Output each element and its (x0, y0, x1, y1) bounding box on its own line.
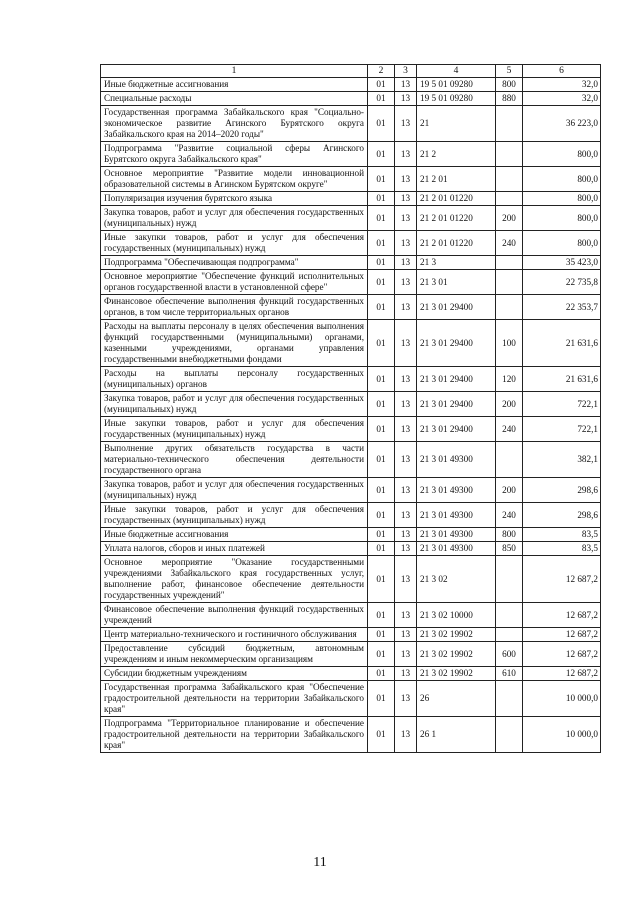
amount-cell: 800,0 (523, 167, 601, 192)
subsection-code-cell: 13 (395, 628, 417, 642)
section-code-cell: 01 (368, 442, 395, 478)
target-article-cell: 21 2 01 01220 (417, 206, 496, 231)
row-name-cell: Расходы на выплаты персоналу в целях обеспечения выполнения функций государственными (муниципальными) органами, казенными учреждениями, органами управления государственными внебюджетными фондами (101, 320, 368, 367)
row-name-cell: Основное мероприятие "Оказание государственными учреждениями Забайкальского края государственных услуг, выполнение работ, финансовое обеспечение деятельности государственных учреждений" (101, 556, 368, 603)
section-code-cell: 01 (368, 542, 395, 556)
target-article-cell: 21 (417, 106, 496, 142)
row-name-cell: Субсидии бюджетным учреждениям (101, 667, 368, 681)
budget-table-page (100, 64, 600, 753)
column-header: 1 (101, 65, 368, 78)
row-name-cell: Иные закупки товаров, работ и услуг для обеспечения государственных (муниципальных) нужд (101, 503, 368, 528)
subsection-code-cell: 13 (395, 142, 417, 167)
expense-type-cell (496, 717, 523, 753)
row-name-cell: Закупка товаров, работ и услуг для обеспечения государственных (муниципальных) нужд (101, 392, 368, 417)
subsection-code-cell: 13 (395, 320, 417, 367)
section-code-cell: 01 (368, 603, 395, 628)
amount-cell: 800,0 (523, 206, 601, 231)
row-name-cell: Иные закупки товаров, работ и услуг для обеспечения государственных (муниципальных) нужд (101, 417, 368, 442)
subsection-code-cell: 13 (395, 256, 417, 270)
subsection-code-cell: 13 (395, 478, 417, 503)
expense-type-cell (496, 106, 523, 142)
table-row (101, 717, 601, 753)
section-code-cell: 01 (368, 142, 395, 167)
section-code-cell: 01 (368, 206, 395, 231)
table-row (101, 167, 601, 192)
section-code-cell: 01 (368, 478, 395, 503)
table-row (101, 628, 601, 642)
column-header: 5 (496, 65, 523, 78)
row-name-cell: Подпрограмма "Развитие социальной сферы Агинского Бурятского округа Забайкальского края" (101, 142, 368, 167)
expense-type-cell: 800 (496, 528, 523, 542)
amount-cell: 22 735,8 (523, 270, 601, 295)
amount-cell: 12 687,2 (523, 628, 601, 642)
amount-cell: 36 223,0 (523, 106, 601, 142)
target-article-cell: 21 2 01 (417, 167, 496, 192)
target-article-cell: 21 3 01 (417, 270, 496, 295)
subsection-code-cell: 13 (395, 642, 417, 667)
amount-cell: 722,1 (523, 417, 601, 442)
table-row (101, 681, 601, 717)
target-article-cell: 21 2 (417, 142, 496, 167)
table-row (101, 542, 601, 556)
amount-cell: 12 687,2 (523, 556, 601, 603)
table-row (101, 642, 601, 667)
table-row (101, 206, 601, 231)
table-row (101, 603, 601, 628)
expense-type-cell (496, 167, 523, 192)
target-article-cell: 21 3 01 29400 (417, 295, 496, 320)
amount-cell: 35 423,0 (523, 256, 601, 270)
expense-type-cell: 610 (496, 667, 523, 681)
section-code-cell: 01 (368, 295, 395, 320)
subsection-code-cell: 13 (395, 667, 417, 681)
row-name-cell: Иные бюджетные ассигнования (101, 78, 368, 92)
section-code-cell: 01 (368, 256, 395, 270)
row-name-cell: Уплата налогов, сборов и иных платежей (101, 542, 368, 556)
amount-cell: 32,0 (523, 92, 601, 106)
target-article-cell: 21 3 01 29400 (417, 392, 496, 417)
expense-type-cell (496, 142, 523, 167)
section-code-cell: 01 (368, 717, 395, 753)
section-code-cell: 01 (368, 503, 395, 528)
row-name-cell: Иные бюджетные ассигнования (101, 528, 368, 542)
amount-cell: 382,1 (523, 442, 601, 478)
subsection-code-cell: 13 (395, 270, 417, 295)
table-row (101, 106, 601, 142)
subsection-code-cell: 13 (395, 367, 417, 392)
expense-type-cell (496, 603, 523, 628)
target-article-cell: 21 3 01 29400 (417, 367, 496, 392)
row-name-cell: Подпрограмма "Территориальное планирование и обеспечение градостроительной деятельности на территории Забайкальского края" (101, 717, 368, 753)
target-article-cell: 21 3 01 49300 (417, 503, 496, 528)
section-code-cell: 01 (368, 642, 395, 667)
subsection-code-cell: 13 (395, 717, 417, 753)
expense-type-cell: 240 (496, 231, 523, 256)
amount-cell: 800,0 (523, 142, 601, 167)
expense-type-cell (496, 270, 523, 295)
row-name-cell: Расходы на выплаты персоналу государственных (муниципальных) органов (101, 367, 368, 392)
amount-cell: 83,5 (523, 528, 601, 542)
table-row (101, 392, 601, 417)
amount-cell: 12 687,2 (523, 642, 601, 667)
section-code-cell: 01 (368, 192, 395, 206)
amount-cell: 22 353,7 (523, 295, 601, 320)
expense-type-cell: 200 (496, 206, 523, 231)
section-code-cell: 01 (368, 528, 395, 542)
amount-cell: 800,0 (523, 231, 601, 256)
subsection-code-cell: 13 (395, 603, 417, 628)
section-code-cell: 01 (368, 392, 395, 417)
section-code-cell: 01 (368, 78, 395, 92)
table-row (101, 256, 601, 270)
row-name-cell: Государственная программа Забайкальского края "Обеспечение градостроительной деятельности на территории Забайкальского края" (101, 681, 368, 717)
target-article-cell: 21 3 02 19902 (417, 667, 496, 681)
subsection-code-cell: 13 (395, 167, 417, 192)
target-article-cell: 21 3 (417, 256, 496, 270)
row-name-cell: Популяризация изучения бурятского языка (101, 192, 368, 206)
subsection-code-cell: 13 (395, 231, 417, 256)
expense-type-cell (496, 628, 523, 642)
amount-cell: 10 000,0 (523, 717, 601, 753)
expense-type-cell (496, 556, 523, 603)
row-name-cell: Специальные расходы (101, 92, 368, 106)
page-number: 11 (313, 855, 327, 870)
target-article-cell: 21 3 02 19902 (417, 628, 496, 642)
target-article-cell: 21 3 01 49300 (417, 442, 496, 478)
target-article-cell: 19 5 01 09280 (417, 78, 496, 92)
table-row (101, 192, 601, 206)
table-row (101, 556, 601, 603)
table-row (101, 295, 601, 320)
column-header: 2 (368, 65, 395, 78)
subsection-code-cell: 13 (395, 556, 417, 603)
expense-type-cell (496, 192, 523, 206)
expense-type-cell: 240 (496, 417, 523, 442)
expense-type-cell (496, 295, 523, 320)
target-article-cell: 21 3 01 29400 (417, 417, 496, 442)
amount-cell: 12 687,2 (523, 603, 601, 628)
table-row (101, 270, 601, 295)
table-row (101, 320, 601, 367)
section-code-cell: 01 (368, 556, 395, 603)
row-name-cell: Основное мероприятие "Обеспечение функций исполнительных органов государственной власти в установленной сфере" (101, 270, 368, 295)
column-header: 6 (523, 65, 601, 78)
section-code-cell: 01 (368, 92, 395, 106)
section-code-cell: 01 (368, 167, 395, 192)
row-name-cell: Основное мероприятие "Развитие модели инновационной образовательной системы в Агинском Бурятском округе" (101, 167, 368, 192)
expense-type-cell (496, 442, 523, 478)
section-code-cell: 01 (368, 667, 395, 681)
expense-type-cell (496, 256, 523, 270)
subsection-code-cell: 13 (395, 503, 417, 528)
target-article-cell: 21 3 01 49300 (417, 542, 496, 556)
table-row (101, 142, 601, 167)
subsection-code-cell: 13 (395, 542, 417, 556)
section-code-cell: 01 (368, 231, 395, 256)
subsection-code-cell: 13 (395, 106, 417, 142)
expense-type-cell: 200 (496, 478, 523, 503)
table-row (101, 417, 601, 442)
row-name-cell: Государственная программа Забайкальского края "Социально-экономическое развитие Агинского Бурятского округа Забайкальского края на 2014–2020 годы" (101, 106, 368, 142)
amount-cell: 32,0 (523, 78, 601, 92)
column-header: 4 (417, 65, 496, 78)
subsection-code-cell: 13 (395, 442, 417, 478)
amount-cell: 800,0 (523, 192, 601, 206)
target-article-cell: 26 1 (417, 717, 496, 753)
amount-cell: 10 000,0 (523, 681, 601, 717)
subsection-code-cell: 13 (395, 206, 417, 231)
expense-type-cell: 240 (496, 503, 523, 528)
table-row (101, 231, 601, 256)
subsection-code-cell: 13 (395, 78, 417, 92)
target-article-cell: 26 (417, 681, 496, 717)
section-code-cell: 01 (368, 270, 395, 295)
table-row (101, 92, 601, 106)
section-code-cell: 01 (368, 628, 395, 642)
amount-cell: 722,1 (523, 392, 601, 417)
subsection-code-cell: 13 (395, 417, 417, 442)
column-header: 3 (395, 65, 417, 78)
row-name-cell: Предоставление субсидий бюджетным, автономным учреждениям и иным некоммерческим организациям (101, 642, 368, 667)
amount-cell: 21 631,6 (523, 367, 601, 392)
subsection-code-cell: 13 (395, 192, 417, 206)
subsection-code-cell: 13 (395, 528, 417, 542)
target-article-cell: 21 2 01 01220 (417, 231, 496, 256)
section-code-cell: 01 (368, 681, 395, 717)
table-row (101, 528, 601, 542)
subsection-code-cell: 13 (395, 681, 417, 717)
target-article-cell: 21 3 01 29400 (417, 320, 496, 367)
table-row (101, 367, 601, 392)
row-name-cell: Выполнение других обязательств государства в части материально-технического обеспечения деятельности государственного органа (101, 442, 368, 478)
target-article-cell: 21 3 02 19902 (417, 642, 496, 667)
amount-cell: 21 631,6 (523, 320, 601, 367)
row-name-cell: Иные закупки товаров, работ и услуг для обеспечения государственных (муниципальных) нужд (101, 231, 368, 256)
subsection-code-cell: 13 (395, 92, 417, 106)
row-name-cell: Центр материально-технического и гостиничного обслуживания (101, 628, 368, 642)
target-article-cell: 21 3 01 49300 (417, 478, 496, 503)
target-article-cell: 21 3 02 10000 (417, 603, 496, 628)
expense-type-cell: 100 (496, 320, 523, 367)
amount-cell: 12 687,2 (523, 667, 601, 681)
expense-type-cell: 600 (496, 642, 523, 667)
table-header-row (101, 65, 601, 78)
expense-type-cell (496, 681, 523, 717)
row-name-cell: Подпрограмма "Обеспечивающая подпрограмма" (101, 256, 368, 270)
expense-type-cell: 800 (496, 78, 523, 92)
target-article-cell: 21 2 01 01220 (417, 192, 496, 206)
row-name-cell: Финансовое обеспечение выполнения функций государственных органов, в том числе территориальных органов (101, 295, 368, 320)
row-name-cell: Финансовое обеспечение выполнения функций государственных учреждений (101, 603, 368, 628)
amount-cell: 298,6 (523, 503, 601, 528)
expense-type-cell: 880 (496, 92, 523, 106)
target-article-cell: 21 3 01 49300 (417, 528, 496, 542)
table-row (101, 503, 601, 528)
budget-table (100, 64, 601, 753)
amount-cell: 298,6 (523, 478, 601, 503)
row-name-cell: Закупка товаров, работ и услуг для обеспечения государственных (муниципальных) нужд (101, 478, 368, 503)
section-code-cell: 01 (368, 106, 395, 142)
subsection-code-cell: 13 (395, 295, 417, 320)
target-article-cell: 19 5 01 09280 (417, 92, 496, 106)
expense-type-cell: 850 (496, 542, 523, 556)
section-code-cell: 01 (368, 367, 395, 392)
row-name-cell: Закупка товаров, работ и услуг для обеспечения государственных (муниципальных) нужд (101, 206, 368, 231)
target-article-cell: 21 3 02 (417, 556, 496, 603)
expense-type-cell: 200 (496, 392, 523, 417)
table-row (101, 478, 601, 503)
expense-type-cell: 120 (496, 367, 523, 392)
table-row (101, 78, 601, 92)
amount-cell: 83,5 (523, 542, 601, 556)
section-code-cell: 01 (368, 320, 395, 367)
section-code-cell: 01 (368, 417, 395, 442)
subsection-code-cell: 13 (395, 392, 417, 417)
table-row (101, 442, 601, 478)
table-row (101, 667, 601, 681)
